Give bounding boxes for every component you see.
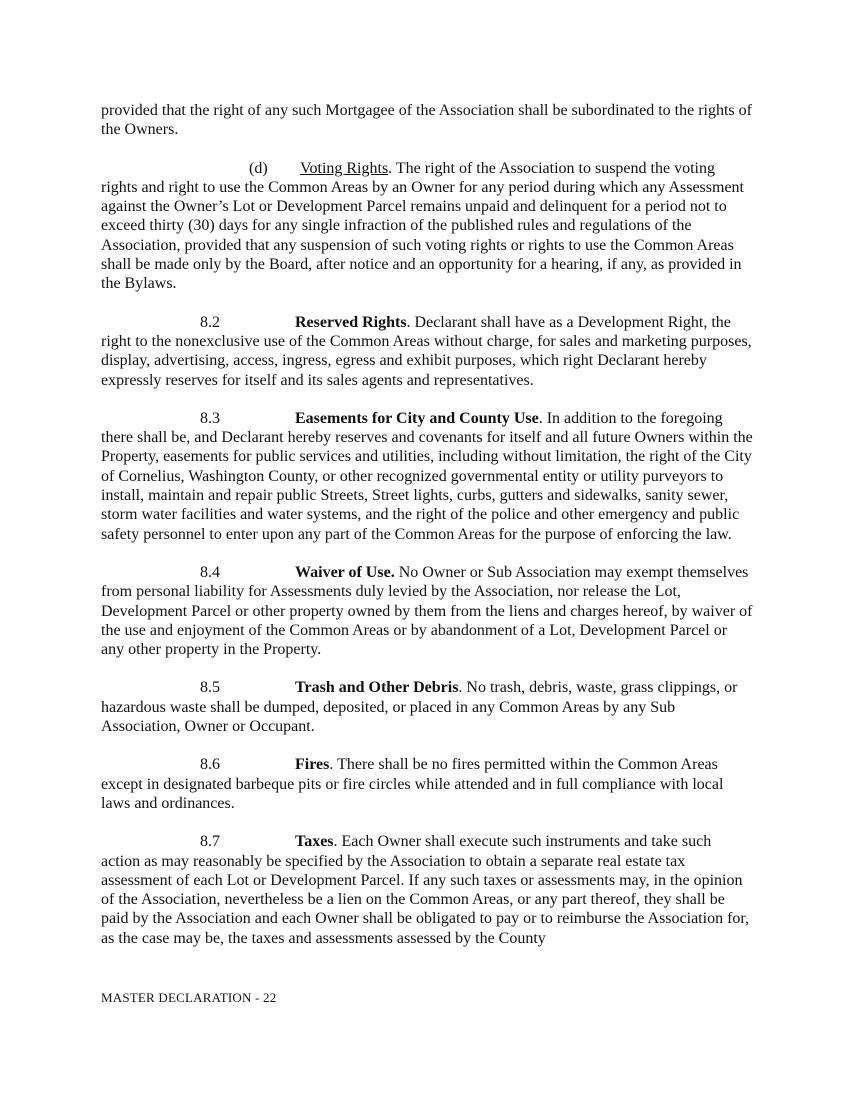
section-number: 8.6: [200, 756, 220, 774]
section-8-4: [101, 563, 753, 659]
section-8-2: [101, 313, 753, 390]
section-title: Waiver of Use.: [295, 563, 395, 581]
section-8-6: [101, 755, 753, 813]
section-8-7: [101, 832, 753, 948]
section-8-5: [101, 678, 753, 736]
paragraph-voting-rights: [101, 159, 753, 294]
section-title: Easements for City and County Use: [295, 409, 539, 427]
section-text: . In addition to the foregoing there shall be, and Declarant hereby reserves and covenants for itself and all future Owners within the Property, easements for public services and utilities, including without limitation, the right of the City of Cornelius, Washington County, or other recognized governmental entity or utility purveyors to install, maintain and repair public Streets, Street lights, curbs, gutters and sidewalks, sanity sewer, storm water facilities and water systems, and the right of the police and other emergency and public safety personnel to enter upon any part of the Common Areas for the purpose of enforcing the law.: [101, 409, 753, 543]
section-text: . There shall be no fires permitted within the Common Areas except in designated barbeque pits or fire circles while attended and in full compliance with local laws and ordinances.: [101, 756, 724, 812]
section-title: Reserved Rights: [295, 313, 407, 331]
section-number: 8.4: [200, 563, 220, 581]
body-text: [101, 101, 753, 967]
section-text: . No trash, debris, waste, grass clippings, or hazardous waste shall be dumped, deposited, or placed in any Common Areas by any Sub Association, Owner or Occupant.: [101, 679, 738, 736]
section-8-3: [101, 409, 753, 544]
section-number: 8.3: [200, 409, 220, 427]
paragraph-text: provided that the right of any such Mortgagee of the Association shall be subordinated to the rights of the Owners.: [101, 102, 752, 139]
section-text: . Declarant shall have as a Development Right, the right to the nonexclusive use of the Common Areas without charge, for sales and marketing purposes, display, advertising, access, ingress, egress and exhibit purposes, which right Declarant hereby expressly reserves for itself and its sales agents and representatives.: [101, 313, 752, 389]
section-title: Trash and Other Debris: [295, 679, 459, 697]
paragraph-text: . The right of the Association to suspend the voting rights and right to use the Common Areas by an Owner for any period during which any Assessment against the Owner’s Lot or Development Parcel remains unpaid and delinquent for a period not to exceed thirty (30) days for any single infraction of the published rules and regulations of the Association, provided that any suspension of such voting rights or rights to use the Common Areas shall be made only by the Board, after notice and an opportunity for a hearing, if any, as provided in the Bylaws.: [101, 159, 744, 293]
paragraph-continuation: [101, 101, 753, 140]
section-text: No Owner or Sub Association may exempt themselves from personal liability for Assessments duly levied by the Association, nor release the Lot, Development Parcel or other property owned by them from the liens and charges hereof, by waiver of the use and enjoyment of the Common Areas or by abandonment of a Lot, Development Parcel or any other property in the Property.: [101, 563, 753, 659]
section-number: 8.2: [200, 313, 220, 331]
subsection-number: (d): [249, 159, 268, 177]
section-text: . Each Owner shall execute such instruments and take such action as may reasonably be specified by the Association to obtain a separate real estate tax assessment of each Lot or Development Parcel. If any such taxes or assessments may, in the opinion of the Association, nevertheless be a lien on the Common Areas, or any part thereof, they shall be paid by the Association and each Owner shall be obligated to pay or to reimburse the Association for, as the case may be, the taxes and assessments assessed by the County: [101, 833, 750, 947]
section-title: Taxes: [295, 833, 334, 851]
section-number: 8.5: [200, 679, 220, 697]
page-footer: MASTER DECLARATION - 22: [101, 990, 277, 1005]
subsection-title: Voting Rights: [300, 159, 389, 177]
section-title: Fires: [295, 756, 330, 774]
section-number: 8.7: [200, 833, 220, 851]
